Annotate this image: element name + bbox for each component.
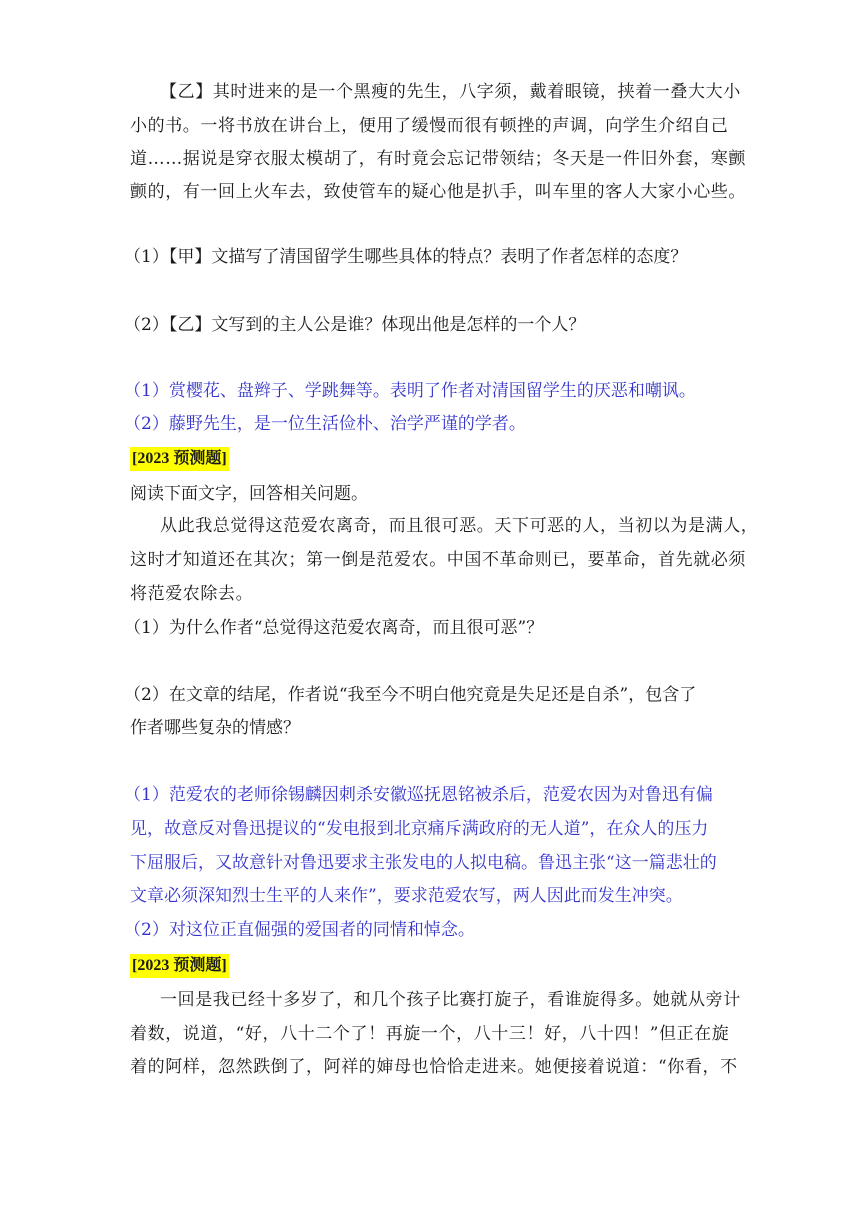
question-source-tag: [2023 预测题] (130, 954, 229, 978)
passage-yi-line: 小的书。一将书放在讲台上，便用了缓慢而很有顿挫的声调，向学生介绍自己 (130, 116, 729, 136)
answer-1: （1）赏樱花、盘辫子、学跳舞等。表明了作者对清国留学生的厌恶和嘲讽。 (124, 381, 696, 401)
passage-yi-line: 【乙】其时进来的是一个黑瘦的先生，八字须，戴着眼镜，挟着一叠大大小 (160, 82, 741, 102)
answer-1-cont: 文章必须深知烈士生平的人来作”，要求范爱农写，两人因此而发生冲突。 (130, 886, 683, 906)
passage3-line: 一回是我已经十多岁了，和几个孩子比赛打旋子，看谁旋得多。她就从旁计 (160, 990, 741, 1010)
answer-1-cont: 见，故意反对鲁迅提议的“发电报到北京痛斥满政府的无人道”，在众人的压力 (130, 819, 709, 839)
question-source-tag: [2023 预测题] (130, 447, 229, 471)
passage-yi-line: 颤的，有一回上火车去，致使管车的疑心他是扒手，叫车里的客人大家小心些。 (130, 182, 746, 202)
passage2-line: 这时才知道还在其次；第一倒是范爱农。中国不革命则已，要革命，首先就必须 (130, 550, 746, 570)
passage3-line: 着的阿样，忽然跌倒了，阿祥的婶母也恰恰走进来。她便接着说道：“你看，不 (130, 1057, 738, 1077)
question-2: （2）【乙】文写到的主人公是谁？体现出他是怎样的一个人？ (124, 315, 586, 335)
answer-1-cont: 下屈服后，又故意针对鲁迅要求主张发电的人拟电稿。鲁迅主张“这一篇悲壮的 (130, 853, 717, 873)
passage3-line: 着数，说道，“好，八十二个了！再旋一个，八十三！好，八十四！”但正在旋 (130, 1024, 730, 1044)
question-2-cont: 作者哪些复杂的情感？ (130, 718, 300, 738)
question-1: （1）【甲】文描写了清国留学生哪些具体的特点？表明了作者怎样的态度？ (124, 247, 688, 267)
instruction-text: 阅读下面文字，回答相关问题。 (130, 484, 368, 504)
question-1: （1）为什么作者“总觉得这范爱农离奇，而且很可恶”？ (124, 618, 544, 638)
answer-2: （2）藤野先生，是一位生活俭朴、治学严谨的学者。 (124, 414, 526, 434)
answer-1: （1）范爱农的老师徐锡麟因刺杀安徽巡抚恩铭被杀后，范爱农因为对鲁迅有偏 (124, 785, 713, 805)
question-2: （2）在文章的结尾，作者说“我至今不明白他究竟是失足还是自杀”，包含了 (124, 685, 697, 705)
passage2-line: 从此我总觉得这范爱农离奇，而且很可恶。天下可恶的人，当初以为是满人， (160, 516, 759, 536)
passage2-line: 将范爱农除去。 (130, 584, 254, 604)
answer-2: （2）对这位正直倔强的爱国者的同情和悼念。 (124, 920, 475, 940)
passage-yi-line: 道……据说是穿衣服太模胡了，有时竟会忘记带领结；冬天是一件旧外套，寒颤 (130, 149, 746, 169)
